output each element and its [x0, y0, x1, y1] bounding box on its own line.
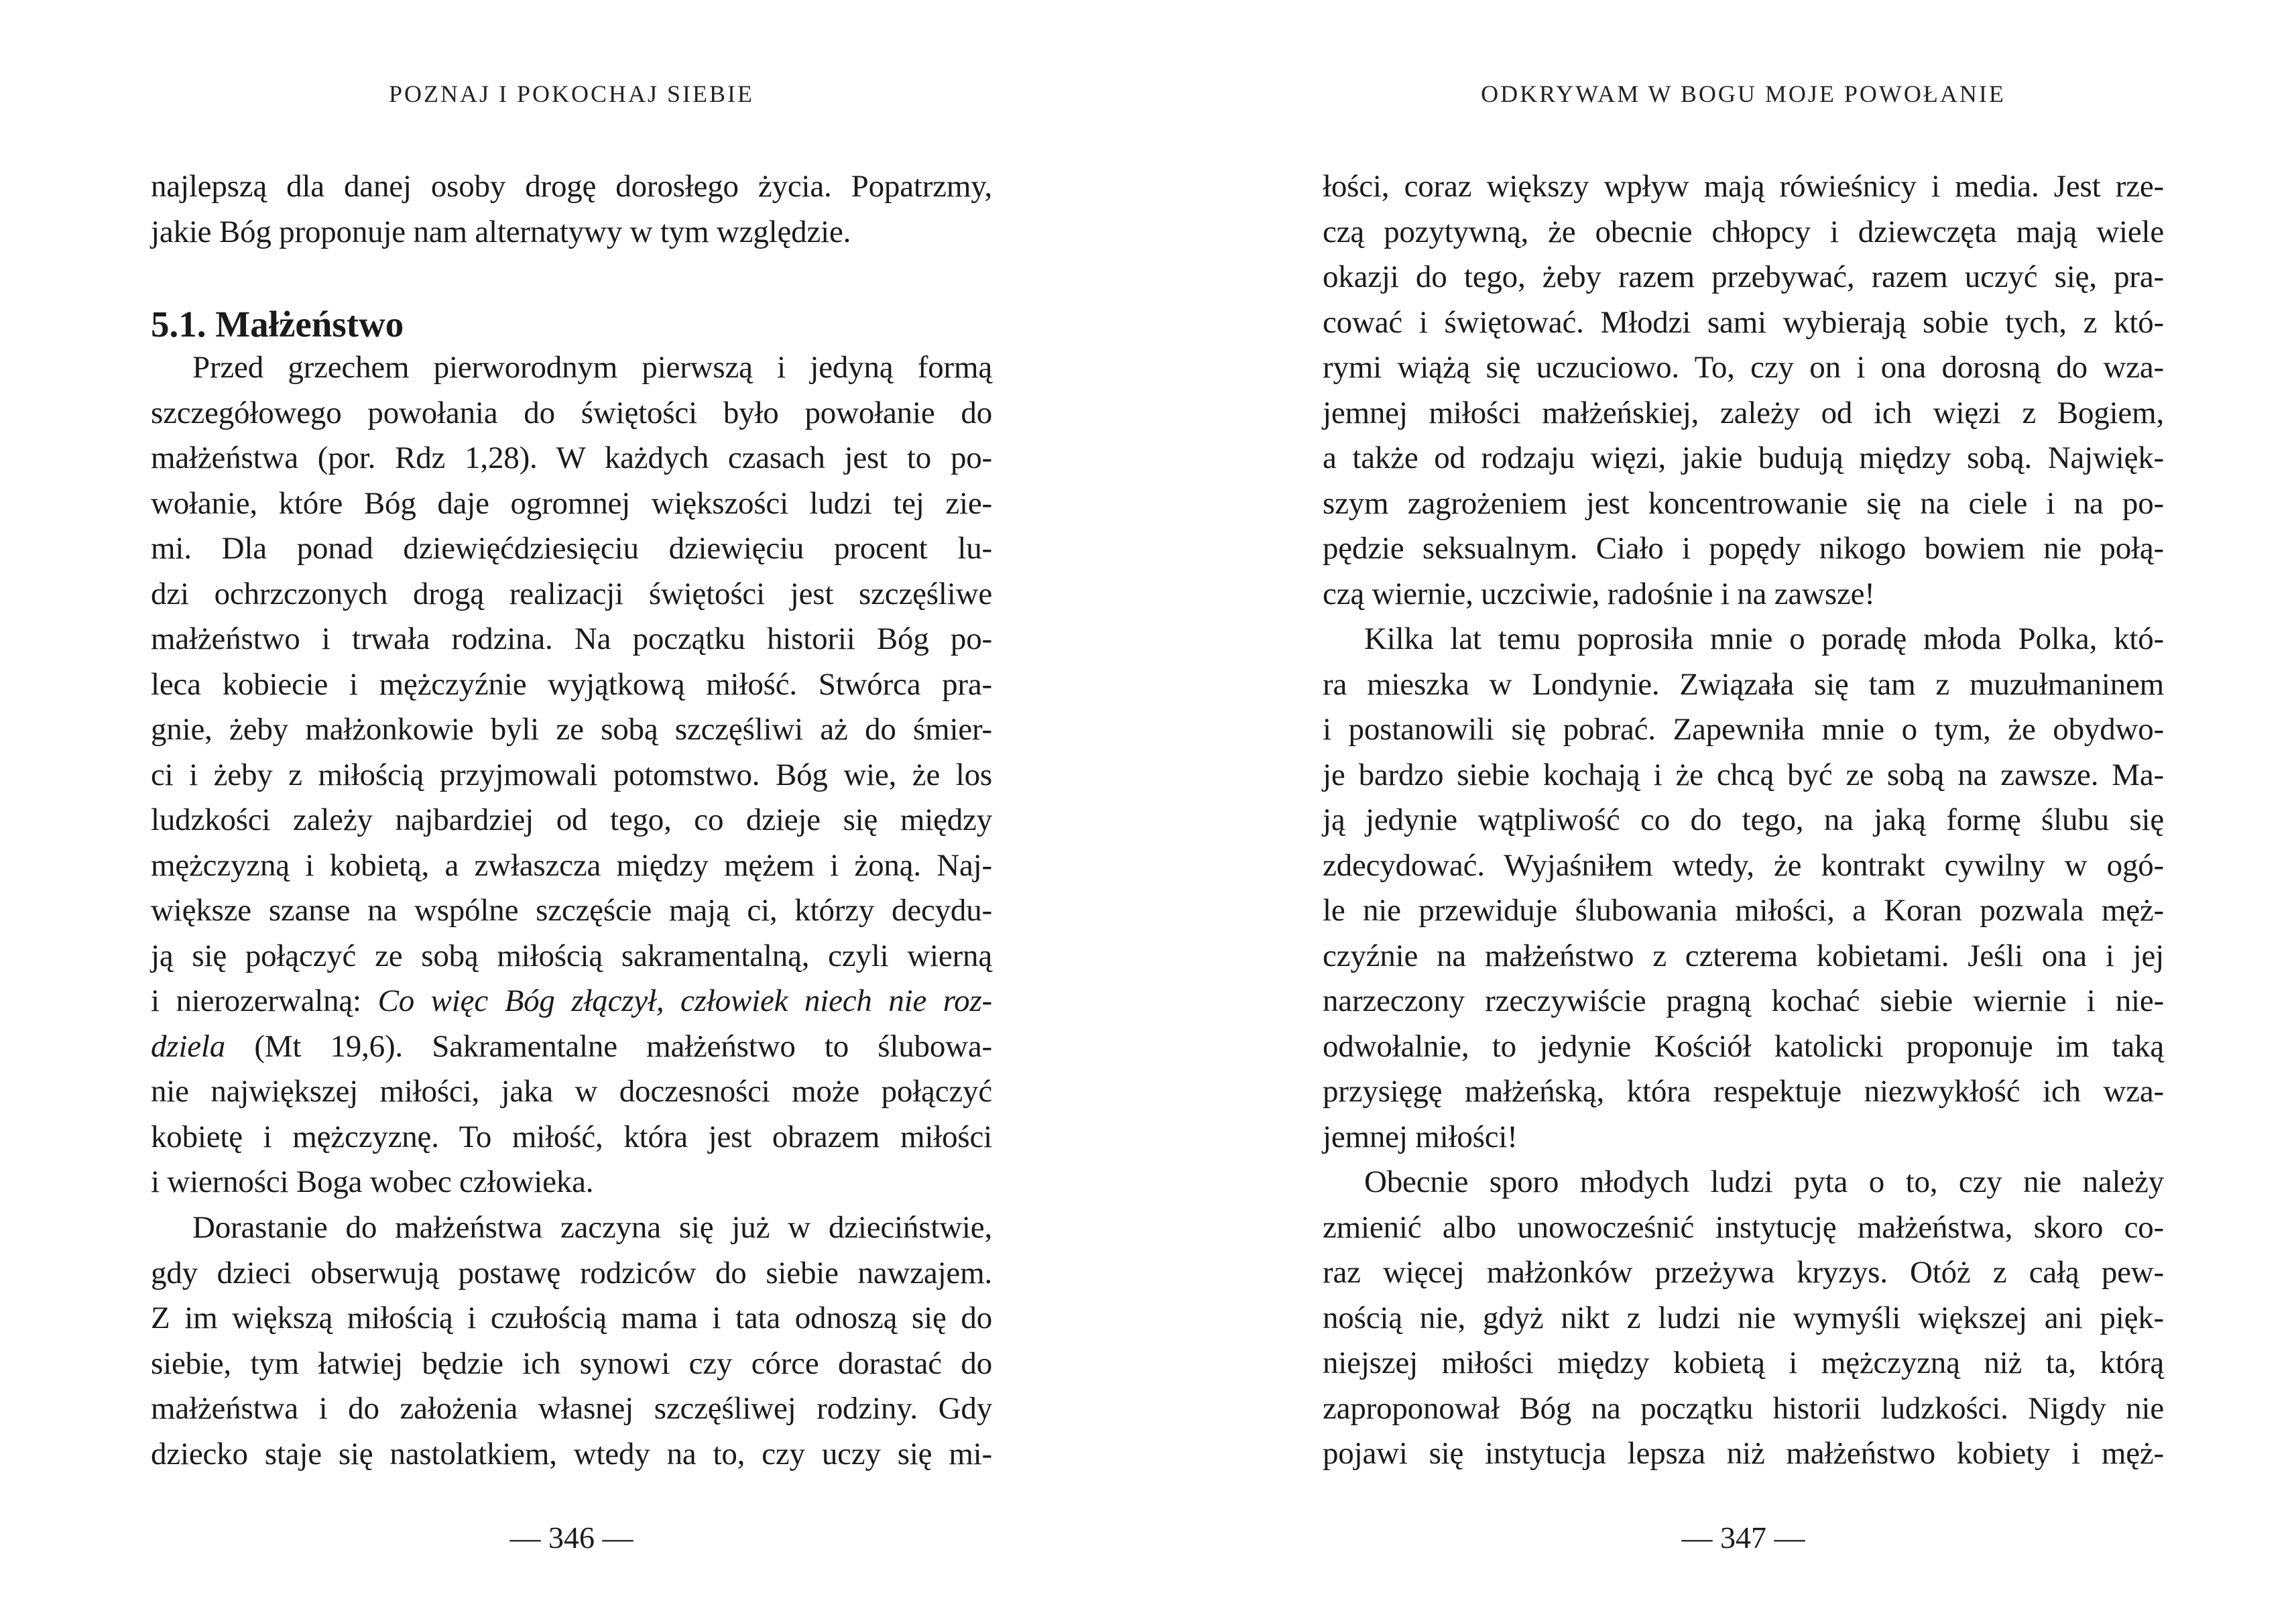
text-line: je bardzo siebie kochają i że chcą być ze sobą na zawsze. Ma-: [1323, 757, 2164, 792]
quote-lead-text: i nierozerwalną:: [151, 983, 378, 1018]
text-line: przysięgę małżeńską, która respektuje niezwykłość ich wza-: [1323, 1074, 2164, 1109]
text-line: Dorastanie do małżeństwa zaczyna się już w dzieciństwie,: [192, 1210, 992, 1245]
text-line: ją jedynie wątpliwość co do tego, na jaką formę ślubu się: [1323, 802, 2164, 837]
text-line: ra mieszka w Londynie. Związała się tam z muzułmaninem: [1323, 666, 2164, 702]
text-line: jakie Bóg proponuje nam alternatywy w tym względzie.: [151, 214, 851, 249]
text-line: wołanie, które Bóg daje ogromnej większości ludzi tej zie-: [151, 485, 992, 521]
text-line: Kilka lat temu poprosiła mnie o poradę młoda Polka, któ-: [1364, 621, 2164, 656]
text-line: małżeństwa i do założenia własnej szczęśliwej rodziny. Gdy: [151, 1391, 992, 1426]
text-line: rymi wiążą się uczuciowo. To, czy on i ona dorosną do wza-: [1323, 350, 2164, 385]
text-line: a także od rodzaju więzi, jakie budują między sobą. Najwięk-: [1323, 440, 2164, 475]
section-heading: 5.1. Małżeństwo: [151, 304, 404, 345]
text-line: i wierności Boga wobec człowieka.: [151, 1164, 594, 1199]
text-line: [151, 1024, 992, 1070]
paragraph: [151, 164, 992, 255]
text-line: nością nie, gdyż nikt z ludzi nie wymyśli większej ani pięk-: [1323, 1300, 2164, 1335]
text-line: niejszej miłości między kobietą i mężczyzną niż ta, którą: [1323, 1345, 2164, 1380]
page-left: [151, 0, 992, 1623]
text-line: małżeństwo i trwała rodzina. Na początku historii Bóg po-: [151, 621, 992, 656]
text-line: siebie, tym łatwiej będzie ich synowi czy córce dorastać do: [151, 1345, 992, 1381]
running-head: POZNAJ I POKOCHAJ SIEBIE: [388, 80, 755, 107]
text-line: szczegółowego powołania do świętości było powołanie do: [151, 395, 992, 430]
text-line: czą pozytywną, że obecnie chłopcy i dziewczęta mają wiele: [1323, 214, 2164, 249]
text-line: zmienić albo unowocześnić instytucję małżeństwa, skoro co-: [1323, 1209, 2164, 1245]
text-line: zdecydować. Wyjaśniłem wtedy, że kontrakt cywilny w ogó-: [1323, 847, 2164, 883]
text-line: jemnej miłości małżeńskiej, zależy od ich więzi z Bogiem,: [1323, 395, 2164, 430]
text-line: małżeństwa (por. Rdz 1,28). W każdych czasach jest to po-: [151, 440, 992, 475]
text-line: zaproponował Bóg na początku historii ludzkości. Nigdy nie: [1323, 1390, 2164, 1426]
text-line: narzeczony rzeczywiście pragną kochać siebie wiernie i nie-: [1323, 983, 2164, 1018]
text-line: Przed grzechem pierworodnym pierwszą i jedyną formą: [192, 350, 992, 385]
page-right: [1323, 0, 2164, 1623]
text-line: łości, coraz większy wpływ mają rówieśnicy i media. Jest rze-: [1323, 169, 2164, 204]
text-line: pędzie seksualnym. Ciało i popędy nikogo bowiem nie połą-: [1323, 531, 2164, 566]
paragraph: [1323, 617, 2164, 1160]
quote-trail-text: (Mt 19,6). Sakramentalne małżeństwo to ślubowa-: [225, 1028, 992, 1064]
scripture-quote-italic: Co więc Bóg złączył, człowiek niech nie roz-: [377, 983, 992, 1018]
text-line: cować i świętować. Młodzi sami wybierają sobie tych, z któ-: [1323, 304, 2164, 340]
text-line: ludzkości zależy najbardziej od tego, co dzieje się między: [151, 802, 992, 837]
text-line: gnie, żeby małżonkowie byli ze sobą szczęśliwi aż do śmier-: [151, 712, 992, 747]
paragraph: [151, 1205, 992, 1477]
page-number: — 347 —: [1681, 1520, 1805, 1555]
text-line: szym zagrożeniem jest koncentrowanie się na ciele i na po-: [1323, 485, 2164, 521]
paragraph: [1323, 1160, 2164, 1477]
page-number: — 346 —: [509, 1520, 633, 1555]
text-line: mężczyzną i kobietą, a zwłaszcza między mężem i żoną. Naj-: [151, 847, 992, 883]
text-line: [151, 979, 992, 1024]
text-line: większe szanse na wspólne szczęście mają ci, którzy decydu-: [151, 893, 992, 928]
text-line: okazji do tego, żeby razem przebywać, razem uczyć się, pra-: [1323, 259, 2164, 294]
scripture-quote-italic: dziela: [151, 1028, 226, 1064]
text-line: ci i żeby z miłością przyjmowali potomstwo. Bóg wie, że los: [151, 757, 992, 792]
text-line: Z im większą miłością i czułością mama i tata odnoszą się do: [151, 1301, 992, 1335]
text-line: leca kobiecie i mężczyźnie wyjątkową miłość. Stwórca pra-: [151, 666, 992, 702]
text-line: i postanowili się pobrać. Zapewniła mnie o tym, że obydwo-: [1323, 712, 2164, 747]
text-line: le nie przewiduje ślubowania miłości, a Koran pozwala męż-: [1323, 893, 2164, 928]
text-line: raz więcej małżonków przeżywa kryzys. Otóż z całą pew-: [1323, 1255, 2164, 1290]
text-line: jemnej miłości!: [1323, 1119, 1518, 1154]
running-head: ODKRYWAM W BOGU MOJE POWOŁANIE: [1481, 80, 2006, 107]
paragraph: [1323, 164, 2164, 617]
text-line: dziecko staje się nastolatkiem, wtedy na to, czy uczy się mi-: [151, 1436, 992, 1471]
text-line: czą wiernie, uczciwie, radośnie i na zawsze!: [1323, 576, 1875, 611]
paragraph: [151, 345, 992, 1205]
text-line: Obecnie sporo młodych ludzi pyta o to, czy nie należy: [1364, 1164, 2164, 1199]
text-line: gdy dzieci obserwują postawę rodziców do siebie nawzajem.: [151, 1255, 992, 1290]
text-line: pojawi się instytucja lepsza niż małżeństwo kobiety i męż-: [1323, 1436, 2164, 1471]
text-line: nie największej miłości, jaka w doczesności może połączyć: [151, 1074, 992, 1109]
text-line: ją się połączyć ze sobą miłością sakramentalną, czyli wierną: [151, 938, 992, 973]
text-line: dzi ochrzczonych drogą realizacji świętości jest szczęśliwe: [151, 576, 992, 611]
text-line: mi. Dla ponad dziewięćdziesięciu dziewięciu procent lu-: [151, 531, 992, 566]
text-line: odwołalnie, to jedynie Kościół katolicki proponuje im taką: [1323, 1028, 2164, 1064]
text-line: kobietę i mężczyznę. To miłość, która jest obrazem miłości: [151, 1119, 992, 1154]
text-line: najlepszą dla danej osoby drogę dorosłego życia. Popatrzmy,: [151, 169, 992, 204]
text-line: czyźnie na małżeństwo z czterema kobietami. Jeśli ona i jej: [1323, 938, 2164, 973]
